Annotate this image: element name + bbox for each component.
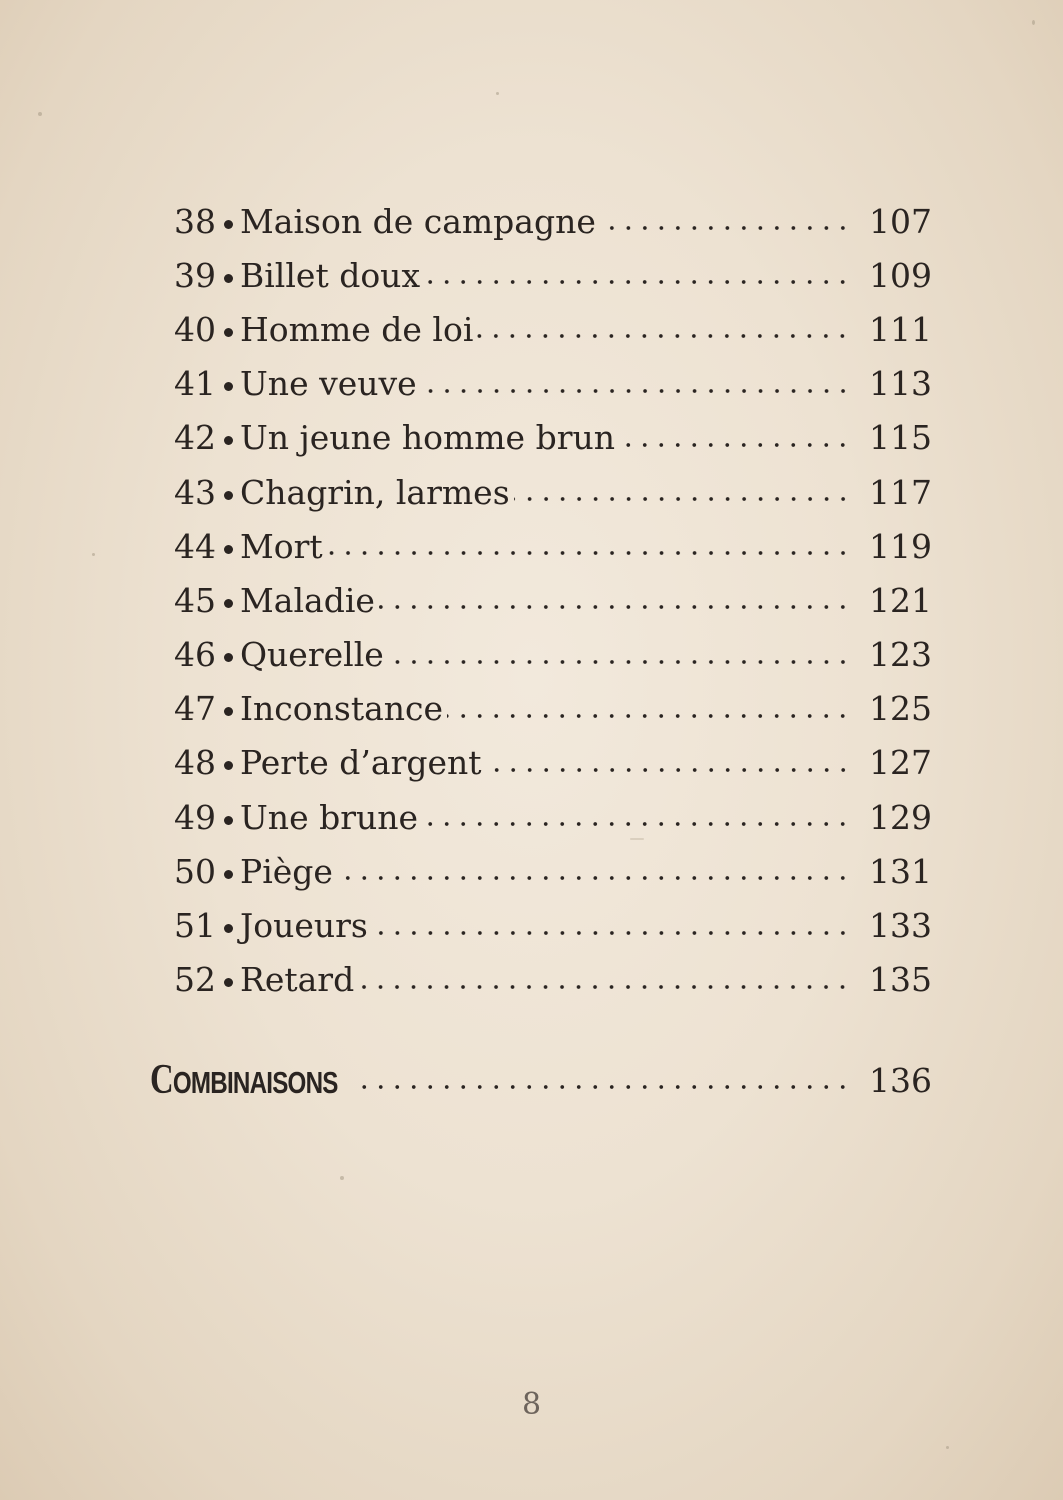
dot-leader	[600, 211, 851, 245]
bullet-icon	[224, 761, 233, 770]
paper-speck	[92, 553, 95, 556]
page-reference: 127	[869, 743, 932, 783]
dot-leader	[514, 482, 851, 516]
bullet-icon	[224, 328, 233, 337]
page-reference: 121	[869, 580, 932, 620]
page-reference: 111	[869, 309, 932, 349]
chapter-number: 49	[174, 797, 216, 837]
section-title-initial: C	[150, 1057, 173, 1103]
chapter-title: Retard	[240, 960, 355, 1000]
dot-leader	[379, 590, 851, 624]
dot-leader	[327, 536, 851, 570]
chapter-title: Perte d’argent	[240, 743, 482, 783]
bullet-icon	[224, 978, 233, 987]
dot-leader	[447, 699, 851, 733]
bullet-icon	[224, 220, 233, 229]
toc-entry[interactable]	[174, 194, 932, 248]
chapter-number: 51	[174, 906, 216, 946]
page-reference: 125	[869, 689, 932, 729]
bullet-icon	[224, 924, 233, 933]
chapter-title: Querelle	[240, 635, 384, 675]
dot-leader	[360, 1070, 851, 1104]
paper-speck	[38, 112, 42, 116]
bullet-icon	[224, 653, 233, 662]
chapter-number: 45	[174, 580, 216, 620]
dot-leader	[619, 428, 851, 462]
chapter-title: Homme de loi	[240, 309, 474, 349]
toc-entry[interactable]	[174, 248, 932, 302]
bullet-icon	[224, 599, 233, 608]
chapter-number: 40	[174, 309, 216, 349]
toc-entry[interactable]	[174, 302, 932, 356]
bullet-icon	[224, 382, 233, 391]
table-of-contents	[174, 194, 932, 1007]
paper-speck	[946, 1446, 949, 1449]
chapter-number: 52	[174, 960, 216, 1000]
toc-entry[interactable]	[174, 790, 932, 844]
chapter-number: 43	[174, 472, 216, 512]
page-reference: 119	[869, 526, 932, 566]
page-reference: 136	[869, 1060, 932, 1100]
page-reference: 109	[869, 255, 932, 295]
page-reference: 107	[869, 201, 932, 241]
dot-leader	[422, 807, 851, 841]
chapter-number: 50	[174, 851, 216, 891]
page-reference: 129	[869, 797, 932, 837]
page-number: 8	[521, 1387, 542, 1422]
dot-leader	[358, 970, 851, 1004]
chapter-title: Chagrin, larmes	[240, 472, 510, 512]
chapter-number: 42	[174, 418, 216, 458]
toc-entry[interactable]	[174, 519, 932, 573]
bullet-icon	[224, 545, 233, 554]
toc-entry[interactable]	[174, 573, 932, 627]
page-reference: 115	[869, 418, 932, 458]
page-reference: 113	[869, 364, 932, 404]
toc-entry[interactable]	[174, 736, 932, 790]
toc-entry[interactable]	[174, 844, 932, 898]
chapter-number: 44	[174, 526, 216, 566]
chapter-number: 38	[174, 201, 216, 241]
section-title-rest: OMBINAISONS	[172, 1065, 338, 1100]
section-entry-combinaisons[interactable]	[150, 1052, 932, 1108]
section-title	[150, 1056, 338, 1104]
dot-leader	[477, 319, 851, 353]
bullet-icon	[224, 707, 233, 716]
bullet-icon	[224, 870, 233, 879]
page-reference: 117	[869, 472, 932, 512]
toc-entry[interactable]	[174, 898, 932, 952]
chapter-title: Une brune	[240, 797, 419, 837]
chapter-title: Maison de campagne	[240, 201, 596, 241]
dot-leader	[372, 916, 851, 950]
toc-entry[interactable]	[174, 465, 932, 519]
dot-leader	[388, 645, 851, 679]
paper-speck	[1032, 20, 1035, 25]
chapter-number: 41	[174, 364, 216, 404]
bullet-icon	[224, 816, 233, 825]
chapter-title: Mort	[240, 526, 323, 566]
chapter-number: 39	[174, 255, 216, 295]
bullet-icon	[224, 274, 233, 283]
toc-entry[interactable]	[174, 628, 932, 682]
bullet-icon	[224, 436, 233, 445]
dot-leader	[421, 374, 851, 408]
dot-leader	[486, 753, 851, 787]
dot-leader	[424, 265, 851, 299]
chapter-title: Piège	[240, 851, 333, 891]
chapter-number: 47	[174, 689, 216, 729]
chapter-title: Inconstance	[240, 689, 444, 729]
page-reference: 131	[869, 851, 932, 891]
chapter-title: Un jeune homme brun	[240, 418, 615, 458]
paper-speck	[340, 1176, 344, 1180]
paper-speck	[496, 92, 499, 95]
dot-leader	[337, 861, 851, 895]
chapter-title: Joueurs	[240, 906, 368, 946]
chapter-number: 46	[174, 635, 216, 675]
chapter-title: Billet doux	[240, 255, 421, 295]
toc-entry[interactable]	[174, 682, 932, 736]
page-reference: 133	[869, 906, 932, 946]
page-reference: 135	[869, 960, 932, 1000]
toc-entry[interactable]	[174, 411, 932, 465]
page-reference: 123	[869, 635, 932, 675]
toc-entry[interactable]	[174, 953, 932, 1007]
chapter-title: Maladie	[240, 580, 375, 620]
chapter-number: 48	[174, 743, 216, 783]
bullet-icon	[224, 491, 233, 500]
toc-entry[interactable]	[174, 357, 932, 411]
chapter-title: Une veuve	[240, 364, 417, 404]
